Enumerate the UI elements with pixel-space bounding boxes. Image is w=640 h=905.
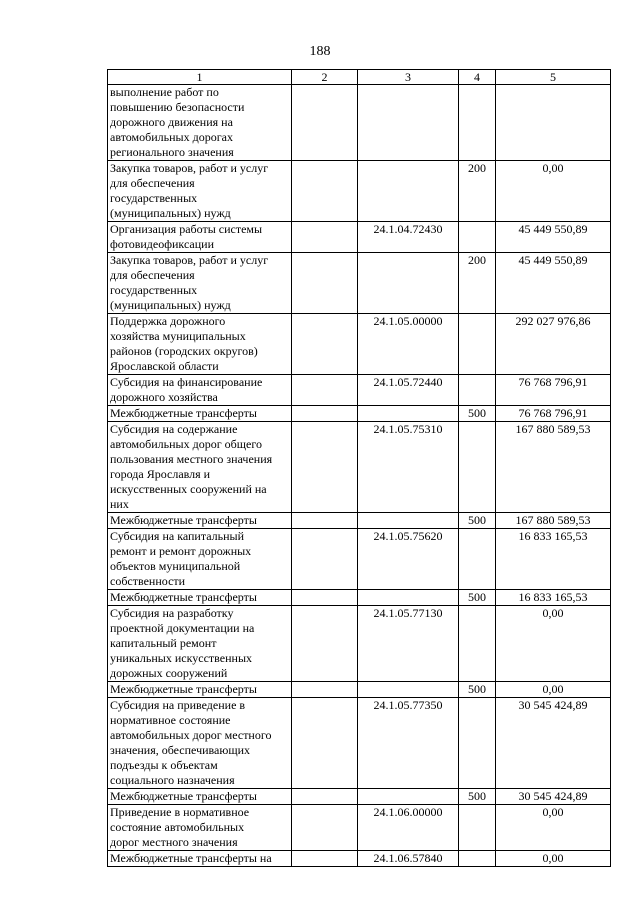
table-row	[108, 85, 611, 161]
row-name-cell	[108, 253, 292, 314]
code-cell	[358, 513, 459, 529]
vr-cell: 500	[459, 682, 496, 698]
table-row	[108, 161, 611, 222]
column-2-cell	[292, 529, 358, 590]
code-cell: 24.1.05.77350	[358, 698, 459, 789]
row-name-line: объектов муниципальной	[110, 559, 241, 573]
row-name-cell	[108, 222, 292, 253]
table-row	[108, 606, 611, 682]
vr-cell	[459, 314, 496, 375]
column-2-cell	[292, 805, 358, 851]
column-2-cell	[292, 698, 358, 789]
row-name-line: повышению безопасности	[110, 100, 245, 114]
row-name-line: Межбюджетные трансферты	[110, 682, 257, 696]
row-name-line: автомобильных дорог местного	[110, 728, 272, 742]
row-name-line: автомобильных дорог общего	[110, 437, 262, 451]
code-cell: 24.1.05.72440	[358, 375, 459, 406]
code-cell	[358, 590, 459, 606]
row-name-cell	[108, 513, 292, 529]
vr-cell	[459, 529, 496, 590]
row-name-cell	[108, 590, 292, 606]
row-name-line: пользования местного значения	[110, 452, 273, 466]
vr-cell	[459, 606, 496, 682]
row-name-cell	[108, 314, 292, 375]
column-header-2: 2	[292, 70, 358, 85]
row-name-line: искусственных сооружений на	[110, 482, 267, 496]
column-2-cell	[292, 606, 358, 682]
row-name-line: Поддержка дорожного	[110, 314, 226, 328]
row-name-line: состояние автомобильных	[110, 820, 245, 834]
column-2-cell	[292, 789, 358, 805]
row-name-cell	[108, 375, 292, 406]
amount-cell: 0,00	[496, 682, 611, 698]
code-cell	[358, 406, 459, 422]
row-name-line: (муниципальных) нужд	[110, 298, 231, 312]
row-name-line: Организация работы системы	[110, 222, 263, 236]
table-row	[108, 698, 611, 789]
table-row	[108, 314, 611, 375]
code-cell: 24.1.05.00000	[358, 314, 459, 375]
code-cell	[358, 789, 459, 805]
table-row	[108, 253, 611, 314]
row-name-line: фотовидеофиксации	[110, 237, 215, 251]
row-name-line: дорог местного значения	[110, 835, 238, 849]
row-name-line: Приведение в нормативное	[110, 805, 250, 819]
row-name-line: ремонт и ремонт дорожных	[110, 544, 252, 558]
row-name-line: собственности	[110, 574, 186, 588]
amount-cell: 45 449 550,89	[496, 253, 611, 314]
row-name-line: Межбюджетные трансферты	[110, 590, 257, 604]
row-name-line: районов (городских округов)	[110, 344, 258, 358]
row-name-cell	[108, 406, 292, 422]
row-name-line: государственных	[110, 191, 198, 205]
row-name-line: Ярославской области	[110, 359, 219, 373]
amount-cell: 292 027 976,86	[496, 314, 611, 375]
page-number: 188	[309, 44, 331, 59]
amount-cell: 0,00	[496, 161, 611, 222]
row-name-line: города Ярославля и	[110, 467, 211, 481]
column-header-3: 3	[358, 70, 459, 85]
vr-cell	[459, 851, 496, 867]
vr-cell	[459, 422, 496, 513]
row-name-line: выполнение работ по	[110, 85, 219, 99]
row-name-cell	[108, 85, 292, 161]
row-name-line: социального назначения	[110, 773, 235, 787]
amount-cell: 167 880 589,53	[496, 422, 611, 513]
row-name-cell	[108, 422, 292, 513]
code-cell	[358, 85, 459, 161]
row-name-line: Субсидия на разработку	[110, 606, 234, 620]
vr-cell: 500	[459, 513, 496, 529]
row-name-line: них	[110, 497, 129, 511]
code-cell: 24.1.05.75620	[358, 529, 459, 590]
row-name-line: дорожных сооружений	[110, 666, 228, 680]
amount-cell: 0,00	[496, 805, 611, 851]
code-cell: 24.1.04.72430	[358, 222, 459, 253]
row-name-line: для обеспечения	[110, 176, 195, 190]
column-header-1: 1	[108, 70, 292, 85]
column-2-cell	[292, 253, 358, 314]
row-name-line: Межбюджетные трансферты	[110, 513, 257, 527]
column-2-cell	[292, 682, 358, 698]
column-2-cell	[292, 161, 358, 222]
row-name-cell	[108, 161, 292, 222]
column-header-4: 4	[459, 70, 496, 85]
code-cell	[358, 682, 459, 698]
row-name-line: подъезды к объектам	[110, 758, 218, 772]
vr-cell: 500	[459, 406, 496, 422]
table-row	[108, 789, 611, 805]
code-cell	[358, 253, 459, 314]
amount-cell: 0,00	[496, 606, 611, 682]
amount-cell: 16 833 165,53	[496, 590, 611, 606]
row-name-cell	[108, 682, 292, 698]
amount-cell: 30 545 424,89	[496, 698, 611, 789]
row-name-line: государственных	[110, 283, 198, 297]
code-cell: 24.1.06.57840	[358, 851, 459, 867]
table-row	[108, 406, 611, 422]
row-name-line: Закупка товаров, работ и услуг	[110, 161, 269, 175]
row-name-line: хозяйства муниципальных	[110, 329, 246, 343]
code-cell: 24.1.06.00000	[358, 805, 459, 851]
row-name-line: Межбюджетные трансферты	[110, 406, 257, 420]
amount-cell: 16 833 165,53	[496, 529, 611, 590]
amount-cell: 167 880 589,53	[496, 513, 611, 529]
amount-cell: 76 768 796,91	[496, 406, 611, 422]
row-name-line: капитальный ремонт	[110, 636, 217, 650]
table-row	[108, 222, 611, 253]
header-row	[108, 70, 611, 85]
row-name-cell	[108, 789, 292, 805]
budget-table	[107, 69, 611, 867]
amount-cell: 76 768 796,91	[496, 375, 611, 406]
row-name-line: Субсидия на капитальный	[110, 529, 245, 543]
row-name-cell	[108, 698, 292, 789]
row-name-line: для обеспечения	[110, 268, 195, 282]
table-row	[108, 513, 611, 529]
vr-cell	[459, 222, 496, 253]
table-row	[108, 590, 611, 606]
column-2-cell	[292, 851, 358, 867]
column-header-5: 5	[496, 70, 611, 85]
code-cell: 24.1.05.75310	[358, 422, 459, 513]
row-name-line: Межбюджетные трансферты на	[110, 851, 272, 865]
column-2-cell	[292, 314, 358, 375]
code-cell	[358, 161, 459, 222]
amount-cell: 45 449 550,89	[496, 222, 611, 253]
row-name-line: Субсидия на приведение в	[110, 698, 246, 712]
row-name-line: Межбюджетные трансферты	[110, 789, 257, 803]
table-row	[108, 805, 611, 851]
row-name-cell	[108, 606, 292, 682]
code-cell: 24.1.05.77130	[358, 606, 459, 682]
vr-cell: 500	[459, 789, 496, 805]
row-name-line: проектной документации на	[110, 621, 255, 635]
row-name-line: значения, обеспечивающих	[110, 743, 250, 757]
vr-cell	[459, 85, 496, 161]
table-row	[108, 529, 611, 590]
column-2-cell	[292, 375, 358, 406]
row-name-line: дорожного движения на	[110, 115, 233, 129]
vr-cell: 200	[459, 161, 496, 222]
amount-cell: 30 545 424,89	[496, 789, 611, 805]
row-name-line: Субсидия на финансирование	[110, 375, 263, 389]
table-row	[108, 422, 611, 513]
row-name-line: регионального значения	[110, 145, 234, 159]
amount-cell: 0,00	[496, 851, 611, 867]
column-2-cell	[292, 406, 358, 422]
column-2-cell	[292, 85, 358, 161]
row-name-line: Субсидия на содержание	[110, 422, 238, 436]
row-name-line: Закупка товаров, работ и услуг	[110, 253, 269, 267]
vr-cell	[459, 805, 496, 851]
row-name-line: уникальных искусственных	[110, 651, 253, 665]
row-name-line: дорожного хозяйства	[110, 390, 218, 404]
table-row	[108, 375, 611, 406]
row-name-cell	[108, 851, 292, 867]
column-2-cell	[292, 222, 358, 253]
column-2-cell	[292, 513, 358, 529]
table-row	[108, 682, 611, 698]
vr-cell	[459, 698, 496, 789]
column-2-cell	[292, 422, 358, 513]
vr-cell: 500	[459, 590, 496, 606]
amount-cell	[496, 85, 611, 161]
row-name-line: нормативное состояние	[110, 713, 231, 727]
row-name-line: (муниципальных) нужд	[110, 206, 231, 220]
row-name-cell	[108, 805, 292, 851]
table-row	[108, 851, 611, 867]
vr-cell	[459, 375, 496, 406]
vr-cell: 200	[459, 253, 496, 314]
row-name-line: автомобильных дорогах	[110, 130, 233, 144]
column-2-cell	[292, 590, 358, 606]
row-name-cell	[108, 529, 292, 590]
